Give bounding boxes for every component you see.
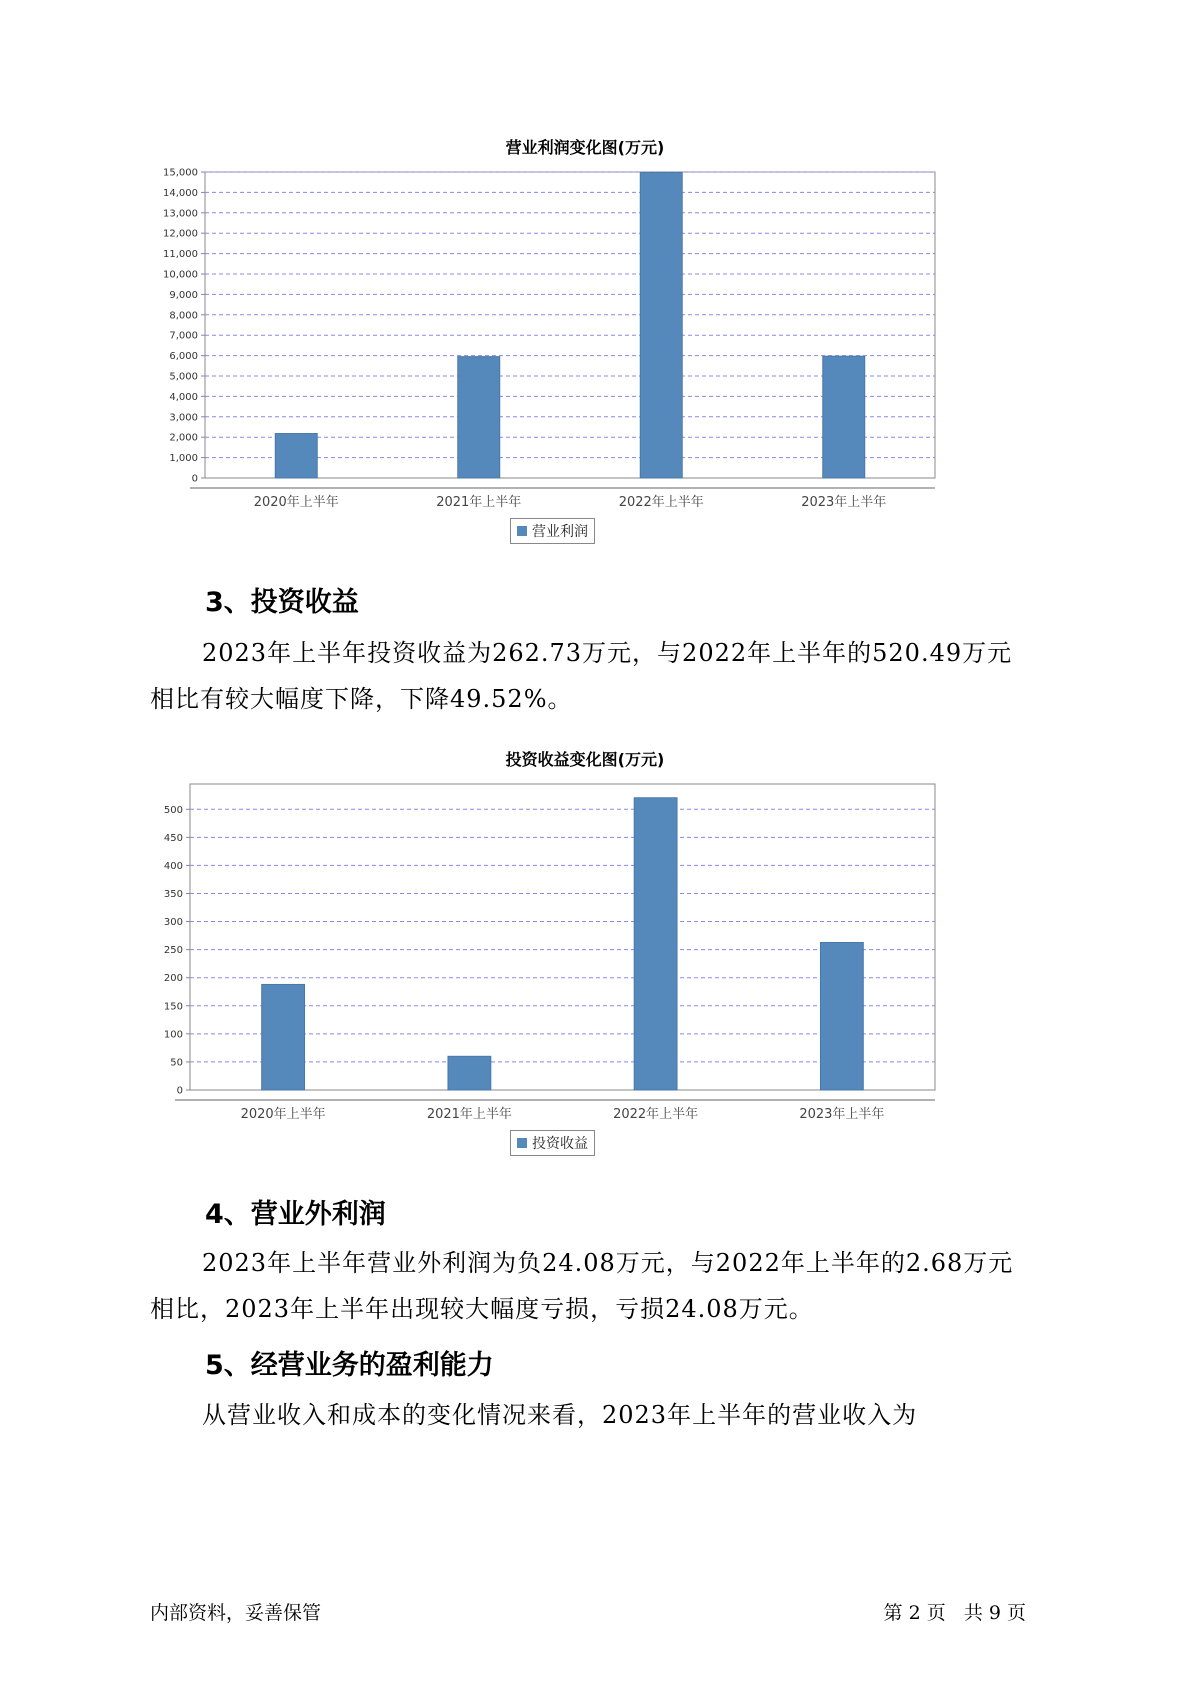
chart-plot — [150, 772, 1020, 1157]
operating-profit-chart — [150, 130, 1020, 550]
y-tick-label: 11,000 — [163, 249, 198, 261]
section-5-paragraph — [150, 1392, 1050, 1438]
y-tick-label: 400 — [163, 860, 183, 872]
bar — [820, 942, 863, 1090]
legend-swatch — [517, 526, 527, 536]
y-tick-label: 15,000 — [163, 167, 198, 179]
footer-page-number: 第 2 页 共 9 页 — [883, 1602, 1026, 1624]
x-tick-label: 2022年上半年 — [613, 1107, 699, 1122]
chart-legend — [510, 1130, 595, 1156]
y-tick-label: 200 — [163, 973, 183, 985]
x-tick-label: 2021年上半年 — [436, 495, 522, 510]
y-tick-label: 500 — [163, 804, 183, 816]
y-tick-label: 4,000 — [169, 391, 198, 403]
bar — [262, 984, 305, 1090]
paragraph-line: 2023年上半年营业外利润为负24.08万元，与2022年上半年的2.68万元 — [202, 1249, 1014, 1277]
footer-left: 内部资料，妥善保管 — [150, 1602, 322, 1624]
bar — [640, 172, 682, 478]
y-tick-label: 150 — [163, 1001, 183, 1013]
y-tick-label: 9,000 — [169, 289, 198, 301]
paragraph-line: 从营业收入和成本的变化情况来看，2023年上半年的营业收入为 — [202, 1401, 918, 1429]
x-tick-label: 2022年上半年 — [618, 495, 704, 510]
x-tick-label: 2021年上半年 — [426, 1107, 512, 1122]
bar — [634, 798, 677, 1090]
y-tick-label: 0 — [191, 473, 198, 485]
y-tick-label: 6,000 — [169, 351, 198, 363]
bar — [823, 356, 865, 478]
y-tick-label: 50 — [170, 1057, 183, 1069]
y-tick-label: 3,000 — [169, 412, 198, 424]
y-tick-label: 8,000 — [169, 310, 198, 322]
chart-legend — [510, 518, 595, 544]
x-tick-label: 2023年上半年 — [799, 1107, 885, 1122]
y-tick-label: 450 — [163, 832, 183, 844]
y-tick-label: 1,000 — [169, 453, 198, 465]
bar — [458, 357, 500, 478]
chart-plot — [150, 160, 1020, 545]
paragraph-line: 2023年上半年投资收益为262.73万元，与2022年上半年的520.49万元 — [202, 639, 1013, 667]
legend-swatch — [517, 1138, 527, 1148]
y-tick-label: 10,000 — [163, 269, 198, 281]
legend-label: 投资收益 — [532, 1136, 588, 1152]
y-tick-label: 14,000 — [163, 187, 198, 199]
section-5-heading: 5、经营业务的盈利能力 — [205, 1350, 494, 1381]
y-tick-label: 12,000 — [163, 228, 198, 240]
chart-title: 营业利润变化图(万元) — [505, 138, 665, 157]
legend-label: 营业利润 — [532, 524, 588, 540]
section-4-heading: 4、营业外利润 — [205, 1199, 386, 1230]
y-tick-label: 100 — [163, 1029, 183, 1041]
x-tick-label: 2020年上半年 — [240, 1107, 326, 1122]
paragraph-line: 相比有较大幅度下降，下降49.52%。 — [150, 685, 573, 713]
y-tick-label: 5,000 — [169, 371, 198, 383]
bar — [275, 434, 317, 478]
y-tick-label: 2,000 — [169, 432, 198, 444]
x-tick-label: 2023年上半年 — [801, 495, 887, 510]
section-4-paragraph — [150, 1240, 1050, 1332]
y-tick-label: 7,000 — [169, 330, 198, 342]
section-3-paragraph — [150, 630, 1050, 722]
bar — [448, 1056, 491, 1090]
x-tick-label: 2020年上半年 — [253, 495, 339, 510]
chart-title: 投资收益变化图(万元) — [505, 750, 665, 769]
investment-income-chart — [150, 742, 1020, 1162]
y-tick-label: 250 — [163, 945, 183, 957]
paragraph-line: 相比，2023年上半年出现较大幅度亏损，亏损24.08万元。 — [150, 1295, 814, 1323]
y-tick-label: 300 — [163, 917, 183, 929]
section-3-heading: 3、投资收益 — [205, 587, 359, 618]
y-tick-label: 13,000 — [163, 208, 198, 220]
y-tick-label: 350 — [163, 888, 183, 900]
y-tick-label: 0 — [176, 1085, 183, 1097]
